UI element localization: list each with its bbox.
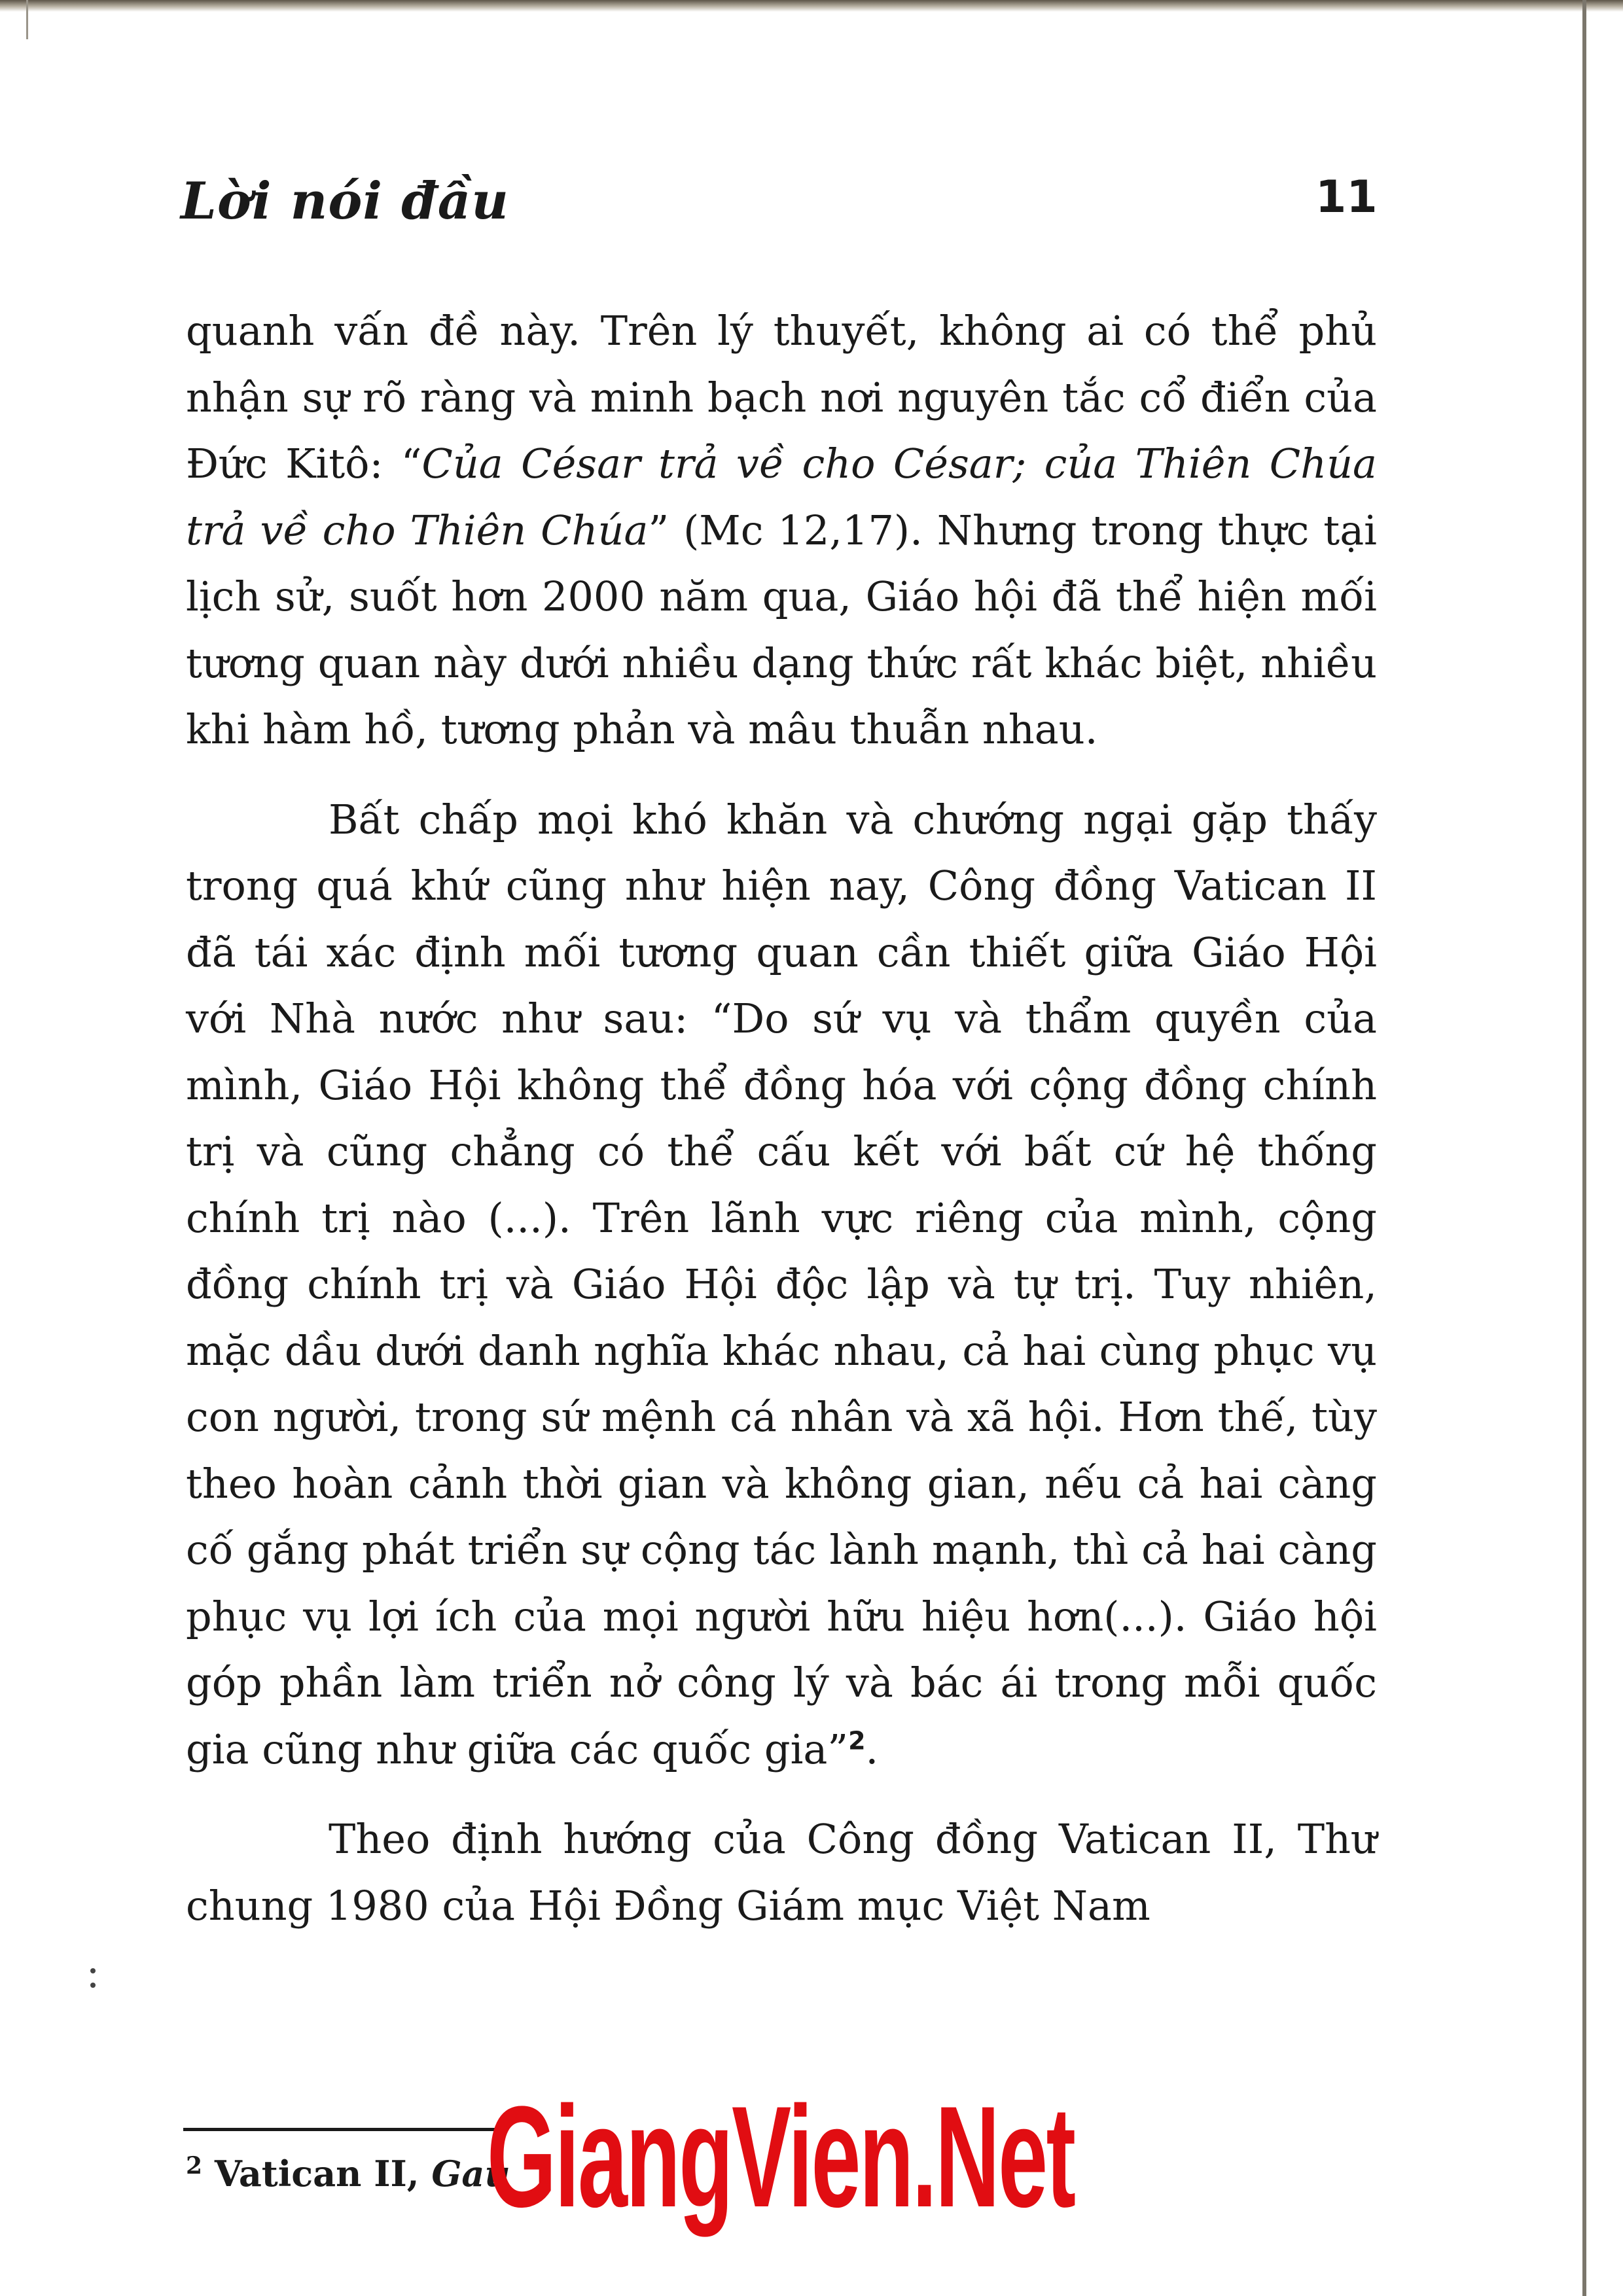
paragraph-1-quote: Của César trả về cho César; của Thiên Chúa trả về cho Thiên Chúa — [186, 440, 1377, 554]
footnote — [186, 2153, 510, 2195]
scan-edge-right — [1582, 0, 1586, 2296]
body-text — [186, 298, 1377, 1939]
paragraph-3 — [186, 1806, 1377, 1939]
paragraph-1-part-1: quanh vấn đề này. Trên lý thuyết, không ai có thể phủ nhận sự rõ ràng và minh bạch nơi nguyên tắc cổ điển của Đức Kitô: “ — [186, 307, 1377, 487]
footnote-divider — [183, 2128, 497, 2131]
scan-edge-top — [0, 0, 1623, 12]
paragraph-2 — [186, 786, 1377, 1783]
paragraph-1-part-3: ” (Mc 12,17). Nhưng trong thực tại lịch sử, suốt hơn 2000 năm qua, Giáo hội đã thể hiện mối tương quan này dưới nhiều dạng thức rất khác biệt, nhiều khi hàm hồ, tương phản và mâu thuẫn nhau. — [186, 506, 1378, 753]
footnote-reference[interactable]: 2 — [848, 1725, 866, 1755]
footnote-italic-text: Gau — [431, 2153, 510, 2195]
footnote-number: 2 — [186, 2152, 203, 2180]
paragraph-1 — [186, 298, 1377, 763]
paragraph-2-text: Bất chấp mọi khó khăn và chướng ngại gặp thấy trong quá khứ cũng như hiện nay, Công đồng Vatican II đã tái xác định mối tương quan cần thiết giữa Giáo Hội với Nhà nước như sau: “Do sứ vụ và thẩm quyền của mình, Giáo Hội không thể đồng hóa với cộng đồng chính trị và cũng chẳng có thể cấu kết với bất cứ hệ thống chính trị nào (...). Trên lãnh vực riêng của mình, cộng đồng chính trị và Giáo Hội độc lập và tự trị. Tuy nhiên, mặc dầu dưới danh nghĩa khác nhau, cả hai cùng phục vụ con người, trong sứ mệnh cá nhân và xã hội. Hơn thế, tùy theo hoàn cảnh thời gian và không gian, nếu cả hai càng cố gắng phát triển sự cộng tác lành mạnh, thì cả hai càng phục vụ lợi ích của mọi người hữu hiệu hơn(...). Giáo hội góp phần làm triển nở công lý và bác ái trong mỗi quốc gia cũng như giữa các quốc gia” — [186, 795, 1377, 1773]
watermark-logo: GiangVien.Net — [487, 2076, 1075, 2237]
paragraph-3-text: Theo định hướng của Công đồng Vatican II, Thư chung 1980 của Hội Đồng Giám mục Việt Nam — [186, 1815, 1377, 1930]
scan-speck — [90, 1968, 96, 1973]
footnote-text: Vatican II, — [214, 2153, 432, 2195]
paragraph-2-tail: . — [865, 1725, 879, 1773]
scan-edge-left — [26, 0, 28, 39]
scan-speck — [90, 1983, 96, 1988]
page-number: 11 — [1315, 171, 1378, 223]
running-head: Lời nói đầu — [181, 171, 509, 231]
